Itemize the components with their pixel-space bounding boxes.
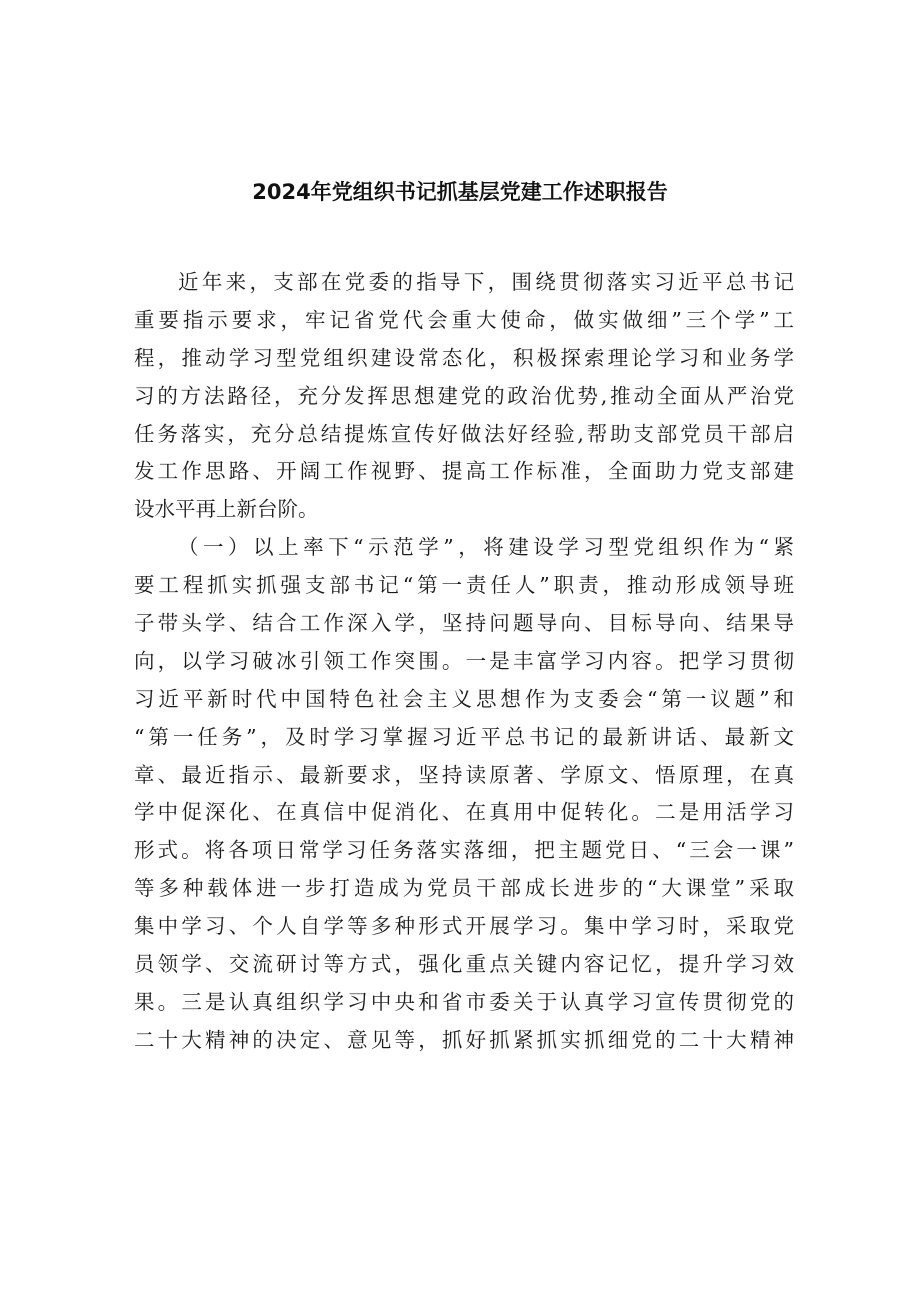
paragraph-line: 重要指示要求，牢记省党代会重大使命，做实做细”三个学”工 <box>134 307 794 332</box>
paragraph-line: 集中学习、个人自学等多种形式开展学习。集中学习时，采取党 <box>134 914 794 939</box>
paragraph-line: 子带头学、结合工作深入学，坚持问题导向、目标导向、结果导 <box>134 611 794 636</box>
paragraph-line: 学中促深化、在真信中促消化、在真用中促转化。二是用活学习 <box>134 800 794 825</box>
paragraph-line: 任务落实，充分总结提炼宣传好做法好经验,帮助支部党员干部启 <box>134 421 794 446</box>
paragraph-line: 章、最近指示、最新要求，坚持读原著、学原文、悟原理，在真 <box>134 762 794 787</box>
paragraph-line: 向，以学习破冰引领工作突围。一是丰富学习内容。把学习贯彻 <box>134 648 794 673</box>
paragraph-line: 员领学、交流研讨等方式，强化重点关键内容记忆，提升学习效 <box>134 952 794 977</box>
paragraph-line: 习近平新时代中国特色社会主义思想作为支委会“第一议题”和 <box>134 686 794 711</box>
document-body <box>134 264 794 1060</box>
paragraph-line: 形式。将各项日常学习任务落实落细，把主题党日、“三会一课” <box>134 838 794 863</box>
paragraph-line: 发工作思路、开阔工作视野、提高工作标准，全面助力党支部建 <box>134 459 794 484</box>
paragraph-line: 二十大精神的决定、意见等，抓好抓紧抓实抓细党的二十大精神 <box>134 1027 794 1052</box>
paragraph-line: 果。三是认真组织学习中央和省市委关于认真学习宣传贯彻党的 <box>134 989 794 1014</box>
paragraph-line: 习的方法路径，充分发挥思想建党的政治优势,推动全面从严治党 <box>134 383 794 408</box>
paragraph-line: 要工程抓实抓强支部书记“第一责任人”职责，推动形成领导班 <box>134 573 794 598</box>
paragraph-line: 程，推动学习型党组织建设常态化，积极探索理论学习和业务学 <box>134 345 794 370</box>
paragraph-line: （一）以上率下“示范学”，将建设学习型党组织作为“紧 <box>178 535 794 560</box>
paragraph-line: 设水平再上新台阶。 <box>134 497 319 522</box>
paragraph-line: 近年来，支部在党委的指导下，围绕贯彻落实习近平总书记 <box>178 270 794 294</box>
document-title: 2024年党组织书记抓基层党建工作述职报告 <box>252 180 668 204</box>
paragraph-line: “第一任务”，及时学习掌握习近平总书记的最新讲话、最新文 <box>134 724 794 749</box>
paragraph-line: 等多种载体进一步打造成为党员干部成长进步的“大课堂”采取 <box>134 876 794 901</box>
